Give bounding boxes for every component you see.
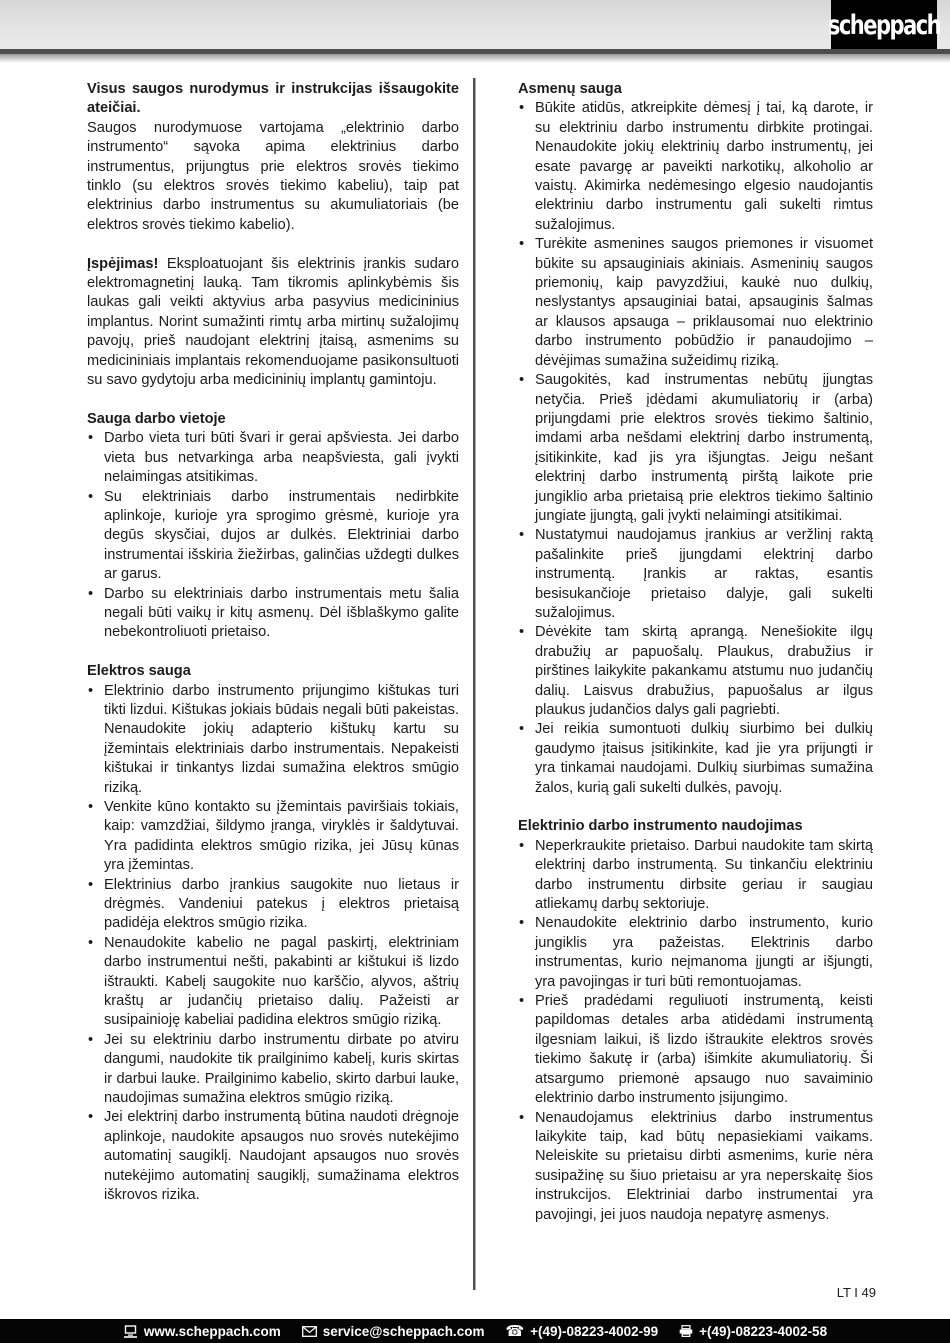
warning-label: Įspėjimas!: [87, 255, 159, 272]
list-item: • Jei su elektriniu darbo instrumentu dirbate po atviru dangumi, naudokite tik prailginimo kabelį, kuris skirtas ir darbui lauke. Prailginimo kabelio, skirto darbui lauke, naudojimas sumažina elektros smūgio riziką.: [87, 1031, 459, 1109]
footer-contact-label: www.scheppach.com: [143, 1323, 281, 1339]
list-item: • Elektrinio darbo instrumento prijungimo kištukas turi tikti lizdui. Kištukas jokiais būdais negali būti pakeistas. Nenaudokite jokių adapterio kištukų kartu su įžemintais elektriniais darbo instrumentais. Nepakeisti kištukai ir tinkantys lizdai sumažina elektros smūgio riziką.: [87, 682, 459, 798]
section-heading: Asmenų sauga: [518, 81, 622, 97]
list-item: • Su elektriniais darbo instrumentais nedirbkite aplinkoje, kurioje yra sprogimo grėsmė, kurioje yra degūs skysčiai, dujos ar dulkės. Elektriniai darbo instrumentai išskiria žiežirbas, galinčias uždegti dulkes ar garus.: [87, 488, 459, 585]
list-item: • Darbo vieta turi būti švari ir gerai apšviesta. Jei darbo vieta bus netvarkinga arba neapšviesta, gali įvykti nelaimingas atsitikimas.: [87, 429, 459, 487]
text-section: [87, 410, 459, 643]
section-paragraph: Saugos nurodymuose vartojama „elektrinio darbo instrumento“ sąvoka apima elektrinius darbo instrumentus, prijungtus prie elektros srovės tiekimo tinklo (su elektros srovės tiekimo kabeliu), taip pat elektrinius darbo instrumentus su akumuliatoriais (be elektros srovės tiekimo kabelio).: [87, 119, 459, 233]
text-section: [518, 80, 873, 798]
footer-contact-label: +(49)-08223-4002-58: [699, 1323, 828, 1339]
list-item: • Nenaudojamus elektrinius darbo instrumentus laikykite taip, kad būtų nepasiekiami vaikams. Neleiskite su prietaisu dirbti asmenims, kurie nėra susipažinę su šiuo prietaisu ar yra neperskaitę šios instrukcijos. Elektriniai darbo instrumentai yra pavojingi, jei juos naudoja nepatyrę asmenys.: [518, 1109, 873, 1225]
warning-text: Eksploatuojant šis elektrinis įrankis sudaro elektromagnetinį lauką. Tam tikromis aplinkybėmis šis laukas gali veikti aktyvius arba pasyvius medicininius implantus. Norint sumažinti rimtų arba mirtinų sužalojimų pavojų, prieš naudojant elektrinį įtaisą, asmenims su medicininiais implantais rekomenduojame pasikonsultuoti su savo gydytoju arba medicininių implantų gamintoju.: [87, 255, 459, 389]
paragraph-block: [87, 255, 459, 391]
list-item: • Nenaudokite elektrinio darbo instrumento, kurio jungiklis yra pažeistas. Elektrinis darbo instrumentas, kurio neįmanoma įjungti ar išjungti, yra pavojingas ir turi būti remontuojamas.: [518, 914, 873, 992]
header-rule-shadow: [0, 54, 950, 63]
warning-paragraph: [87, 255, 459, 391]
paragraph-block: [87, 80, 459, 235]
footer-contact-item: [123, 1324, 281, 1339]
bullet-list: [87, 429, 459, 642]
section-heading: Elektrinio darbo instrumento naudojimas: [518, 818, 803, 835]
list-item: • Būkite atidūs, atkreipkite dėmesį į tai, ką darote, ir su elektriniu darbo instrumentu dirbkite protingai. Nenaudokite jokių elektrinių darbo instrumentų, jei esate pavargę ar paveikti narkotikų, alkoholio ar vaistų. Akimirka nedėmesingo elgesio naudojantis elektriniu darbo instrumentu gali sukelti rimtus sužalojimus.: [518, 99, 873, 235]
envelope-icon: [302, 1326, 317, 1337]
section-heading: Sauga darbo vietoje: [87, 410, 226, 427]
column-divider: [473, 78, 476, 1290]
footer-bar: [0, 1319, 950, 1343]
section-heading: Visus saugos nurodymus ir instrukcijas išsaugokite ateičiai.: [87, 81, 459, 117]
computer-icon: [123, 1325, 138, 1338]
bullet-list: [518, 99, 873, 798]
footer-contact-item: [679, 1324, 827, 1339]
scheppach-logo: [827, 0, 941, 50]
footer-contact-item: [505, 1321, 659, 1340]
bullet-list: [518, 837, 873, 1225]
text-section: [87, 662, 459, 1205]
footer-contact-label: service@scheppach.com: [322, 1323, 485, 1339]
list-item: • Prieš pradėdami reguliuoti instrumentą, keisti papildomas detales arba atidėdami instrumentą ilgesniam laikui, iš lizdo ištraukite elektros srovės tiekimo šakutę ir (arba) išimkite akumuliatorių. Ši atsargumo priemonė apsaugo nuo savaiminio elektrinio darbo instrumento įsijungimo.: [518, 992, 873, 1108]
list-item: • Neperkraukite prietaiso. Darbui naudokite tam skirtą elektrinį darbo instrumentą. Su tinkančiu elektriniu darbo instrumentu dirbsite geriau ir saugiau atliekamų darbų sektoriuje.: [518, 837, 873, 915]
list-item: • Darbo su elektriniais darbo instrumentais metu šalia negali būti vaikų ir kitų asmenų. Dėl išblaškymo galite nebekontroliuoti prietaiso.: [87, 585, 459, 643]
phone-icon: ☎: [505, 1321, 525, 1340]
page-number: LT I 49: [836, 1285, 876, 1300]
fax-icon: [679, 1325, 693, 1337]
list-item: • Saugokitės, kad instrumentas nebūtų įjungtas netyčia. Prieš įdėdami akumuliatorių ir (arba) prijungdami prie elektros srovės tiekimo šaltinio, imdami arba nešdami elektrinį darbo instrumentą, įsitikinkite, kad jis yra išjungtas. Jeigu nešant elektrinį darbo instrumentą pirštą laikote prie jungiklio arba prietaisą prie elektros tiekimo šaltinio jungiate įjungtą, gali įvykti nelaimingi atsitikimai.: [518, 371, 873, 526]
list-item: • Elektrinius darbo įrankius saugokite nuo lietaus ir drėgmės. Vandeniui patekus į elektros prietaisą padidėja elektros smūgio rizika.: [87, 876, 459, 934]
list-item: • Turėkite asmenines saugos priemones ir visuomet būkite su apsauginiais akiniais. Asmeninių saugos priemonių, kaip pavyzdžiui, kaukė nuo dulkių, neslystantys apsauginiai batai, apsauginis šalmas ar klausos apsauga – priklausomai nuo elektrinio darbo instrumento pobūdžio ir panaudojimo – dėvėjimas sumažina sužeidimų riziką.: [518, 235, 873, 371]
page-header: [0, 0, 950, 49]
footer-contact-item: [302, 1324, 485, 1339]
left-column: [87, 80, 459, 1206]
list-item: • Dėvėkite tam skirtą aprangą. Nenešiokite ilgų drabužių ar papuošalų. Plaukus, drabužius ir pirštines laikykite pakankamu atstumu nuo judančių dalių. Laisvus drabužius, papuošalus ar ilgus plaukus judančios dalys gali pagriebti.: [518, 623, 873, 720]
list-item: • Jei elektrinį darbo instrumentą būtina naudoti drėgnoje aplinkoje, naudokite apsaugos nuo srovės nutekėjimo automatinį saugiklį. Naudojant apsaugos nuo srovės nutekėjimo automatinį saugiklį, sumažinama elektros iškrovos rizika.: [87, 1108, 459, 1205]
section-heading: Elektros sauga: [87, 663, 191, 680]
right-column: [518, 80, 873, 1225]
list-item: • Jei reikia sumontuoti dulkių siurbimo bei dulkių gaudymo įtaisus įsitikinkite, kad jie yra prijungti ir yra tinkamai naudojami. Dulkių siurbimas sumažina žalos, kurią gali sukelti dulkės, pavojų.: [518, 720, 873, 798]
text-section: [518, 817, 873, 1225]
list-item: • Venkite kūno kontakto su įžemintais paviršiais tokiais, kaip: vamzdžiai, šildymo įranga, viryklės ir šaldytuvai. Yra padidinta elektros smūgio rizika, jei Jūsų kūnas yra įžemintas.: [87, 798, 459, 876]
bullet-list: [87, 682, 459, 1206]
list-item: • Nenaudokite kabelio ne pagal paskirtį, elektriniam darbo instrumentui nešti, pakabinti ar kištukui iš lizdo ištraukti. Kabelį saugokite nuo karščio, alyvos, aštrių kraštų ar judančių prietaiso dalių. Pažeisti ar susipainioję kabeliai padidina elektros smūgio riziką.: [87, 934, 459, 1031]
footer-contact-label: +(49)-08223-4002-99: [530, 1323, 659, 1339]
list-item: • Nustatymui naudojamus įrankius ar veržlinį raktą pašalinkite prieš įjungdami elektrinį darbo instrumentą. Įrankis ar raktas, esantis besisukančioje prietaiso dalyje, gali sukelti sužalojimus.: [518, 526, 873, 623]
scheppach-logo-text: scheppach: [827, 9, 941, 40]
